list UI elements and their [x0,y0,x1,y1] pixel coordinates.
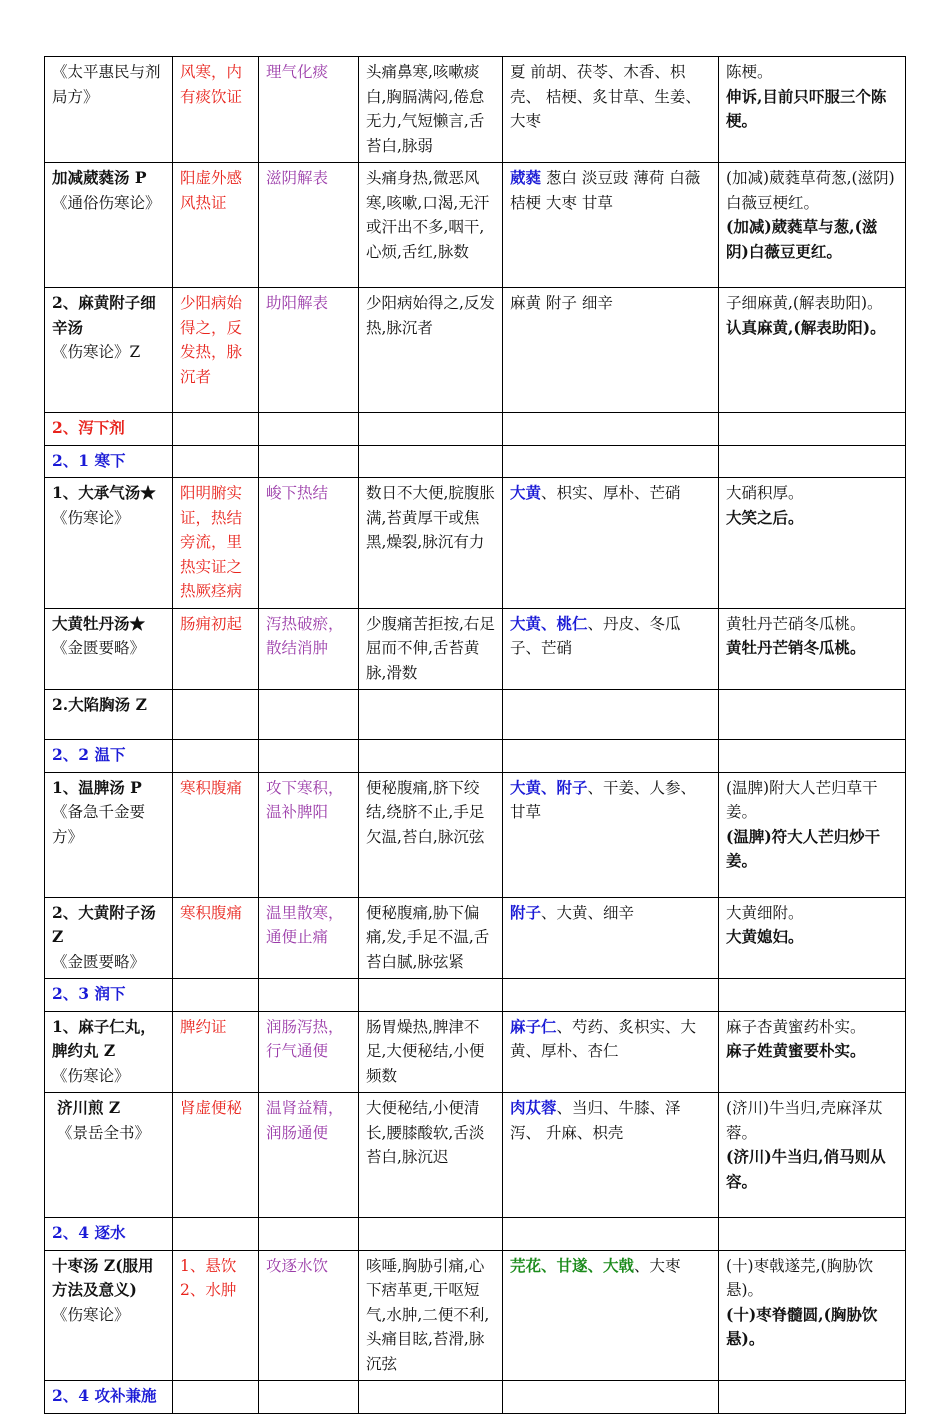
indication-text: 肾虚便秘 [180,1099,243,1117]
mnemonic-cell [719,1093,906,1218]
effect-cell: 攻逐水饮 [259,1250,359,1381]
herbs-cell [503,772,719,897]
indication-cell [173,288,259,413]
mnemonic-cell [719,163,906,288]
mnemonic: (济川)牛当归,壳麻泽苁蓉。 [726,1099,883,1142]
herbs-cell [503,163,719,288]
formula-name-cell [45,57,173,163]
indication-text: 肠痈初起 [180,614,243,633]
formula-name-cell [45,690,173,740]
effect-cell: 助阳解表 [259,288,359,413]
indication-cell [173,1093,259,1218]
empty-cell [503,979,719,1012]
indication-cell [173,897,259,979]
indication-cell [173,690,259,740]
empty-cell [173,1381,259,1414]
indication-text: 寒积腹痛 [180,778,243,797]
empty-cell [719,1218,906,1251]
indication-text: 脾约证 [180,1017,227,1036]
formula-source: 《伤寒论》 [52,508,130,527]
herb-text: 肉苁蓉 [510,1098,557,1117]
empty-cell [173,740,259,773]
section-row [45,979,906,1012]
herb-text: 大黄、桃仁 [510,613,588,633]
table-row [45,1011,906,1093]
empty-cell [173,979,259,1012]
effect-cell: 攻下寒积，温补脾阳 [259,772,359,897]
mnemonic-cell [719,690,906,740]
mnemonic: (加减)葳蕤草荷葱,(滋阴)白薇豆梗红。 [726,169,895,212]
formula-name-cell [45,478,173,609]
empty-cell [719,740,906,773]
herbs-cell [503,1011,719,1093]
herbs-cell [503,690,719,740]
indication-cell [173,1011,259,1093]
formula-name-cell [45,1011,173,1093]
herbs-cell [503,897,719,979]
formula-table [44,56,906,1414]
empty-cell [503,1381,719,1414]
empty-cell [359,1218,503,1251]
indication-text: 阳虚外感风热证 [180,169,243,212]
table-row [45,608,906,690]
formula-source: 《伤寒论》 [52,1305,130,1324]
table-row [45,1250,906,1381]
effect-cell: 理气化痰 [259,57,359,163]
formula-name-cell [45,1250,173,1381]
empty-cell [359,413,503,446]
mnemonic-cell [719,772,906,897]
table-row [45,772,906,897]
mnemonic-cell [719,57,906,163]
mnemonic-cell [719,1250,906,1381]
section-row [45,1381,906,1414]
symptoms-cell: 大便秘结,小便清长,腰膝酸软,舌淡苔白,脉沉迟 [359,1093,503,1218]
symptoms-cell: 头痛身热,微恶风寒,咳嗽,口渴,无汗或汗出不多,咽干,心烦,舌红,脉数 [359,163,503,288]
empty-cell [173,1218,259,1251]
section-label: 2、4 攻补兼施 [45,1381,173,1414]
mnemonic-alt: 黄牡丹芒销冬瓜桃。 [726,638,866,657]
formula-name: 加减葳蕤汤 P [52,168,147,187]
symptoms-cell: 少腹痛苦拒按,右足屈而不伸,舌苔黄脉,滑数 [359,608,503,690]
symptoms-cell: 数日不大便,脘腹胀满,苔黄厚干或焦黑,燥裂,脉沉有力 [359,478,503,609]
herb-text: 、当归、牛膝、泽泻、 升麻、枳壳 [510,1099,681,1142]
indication-cell [173,57,259,163]
effect-cell: 峻下热结 [259,478,359,609]
empty-cell [719,979,906,1012]
mnemonic-cell [719,1011,906,1093]
indication-text: 2、水肿 [180,1281,237,1299]
mnemonic: (温脾)附大人芒归草干姜。 [726,778,878,821]
herbs-cell [503,478,719,609]
empty-cell [719,445,906,478]
table-row [45,163,906,288]
herb-text: 大黄、附子 [510,777,588,797]
effect-cell: 滋阴解表 [259,163,359,288]
formula-name: 济川煎 Z [57,1098,121,1117]
table-row [45,1093,906,1218]
section-label: 2、3 润下 [45,979,173,1012]
mnemonic-cell [719,608,906,690]
indication-cell [173,478,259,609]
empty-cell [359,1381,503,1414]
section-label: 2、2 温下 [45,740,173,773]
section-row [45,445,906,478]
herb-text: 、丹皮、冬瓜子、芒硝 [510,614,681,657]
mnemonic-cell [719,288,906,413]
indication-text: 少阳病始得之，反发热，脉沉者 [180,294,243,386]
symptoms-cell: 肠胃燥热,脾津不足,大便秘结,小便频数 [359,1011,503,1093]
section-row [45,740,906,773]
mnemonic: 子细麻黄,(解表助阳)。 [726,294,883,312]
formula-name: 2.大陷胸汤 Z [52,695,147,714]
formula-source: 《伤寒论》 [52,1066,130,1085]
symptoms-cell [359,690,503,740]
herb-text: 、芍药、炙枳实、大黄、厚朴、杏仁 [510,1017,697,1060]
indication-text: 风寒，内有痰饮证 [180,63,243,106]
herb-text: 大黄 [510,483,542,502]
indication-cell [173,1250,259,1381]
herb-text: 、干姜、人参、甘草 [510,778,697,821]
formula-name: 2、大黄附子汤 Z [52,902,156,946]
formula-source: 《金匮要略》 [52,639,146,657]
mnemonic-cell [719,478,906,609]
symptoms-cell: 便秘腹痛,脐下绞结,绕脐不止,手足欠温,苔白,脉沉弦 [359,772,503,897]
formula-name: 1、温脾汤 P [52,777,142,797]
formula-name: 1、大承气汤★ [52,483,156,502]
mnemonic-alt: 认真麻黄,(解表助阳)。 [726,317,886,337]
formula-source: 《伤寒论》Z [52,343,141,361]
herbs-cell [503,608,719,690]
herbs-cell [503,288,719,413]
empty-cell [359,445,503,478]
mnemonic: (十)枣戟遂芫,(胸胁饮悬)。 [726,1256,874,1299]
mnemonic: 黄牡丹芒硝冬瓜桃。 [726,614,866,633]
empty-cell [359,979,503,1012]
empty-cell [259,413,359,446]
formula-name-cell [45,608,173,690]
effect-cell: 泻热破瘀，散结消肿 [259,608,359,690]
empty-cell [259,445,359,478]
empty-cell [173,445,259,478]
herb-text: 附子 [510,902,542,922]
formula-name-cell [45,897,173,979]
formula-source: 《景岳全书》 [57,1123,151,1142]
empty-cell [173,413,259,446]
herbs-cell [503,1093,719,1218]
formula-source: 《备急千金要方》 [52,803,146,846]
formula-source: 《太平惠民与剂局方》 [52,63,161,106]
table-row [45,478,906,609]
indication-cell [173,772,259,897]
herb-text: 葱白 淡豆豉 薄荷 白薇 桔梗 大枣 甘草 [510,169,701,212]
symptoms-cell: 便秘腹痛,胁下偏痛,发,手足不温,舌苔白腻,脉弦紧 [359,897,503,979]
empty-cell [719,1381,906,1414]
indication-text: 寒积腹痛 [180,903,243,922]
herb-text: 麻子仁 [510,1016,557,1036]
effect-cell: 温里散寒，通便止痛 [259,897,359,979]
empty-cell [503,1218,719,1251]
empty-cell [503,740,719,773]
empty-cell [259,1218,359,1251]
mnemonic-alt: (济川)牛当归,俏马则从容。 [726,1147,886,1191]
section-label: 2、1 寒下 [45,445,173,478]
indication-cell [173,163,259,288]
mnemonic: 麻子杏黄蜜药朴实。 [726,1017,866,1036]
table-row [45,288,906,413]
formula-name: 1、麻子仁丸，脾约丸 Z [52,1016,156,1060]
empty-cell [719,413,906,446]
symptoms-cell: 少阳病始得之,反发热,脉沉者 [359,288,503,413]
empty-cell [503,445,719,478]
herb-text: 夏 前胡、茯苓、木香、枳壳、 桔梗、炙甘草、生姜、大枣 [510,63,701,130]
herbs-cell [503,1250,719,1381]
mnemonic-cell [719,897,906,979]
mnemonic: 陈梗。 [726,63,773,81]
formula-source: 《金匮要略》 [52,952,146,971]
mnemonic: 大黄细附。 [726,903,804,922]
mnemonic-alt: (加减)葳蕤草与葱,(滋阴)白薇豆更红。 [726,217,878,261]
mnemonic-alt: 大笑之后。 [726,507,804,527]
formula-name: 2、麻黄附子细辛汤 [52,293,156,337]
section-label: 2、泻下剂 [45,413,173,446]
herb-text: 、大枣 [634,1256,681,1275]
empty-cell [259,979,359,1012]
mnemonic-alt: (温脾)符大人芒归炒干姜。 [726,826,881,870]
herb-text: 芫花、甘遂、大戟 [510,1255,635,1275]
effect-cell: 润肠泻热，行气通便 [259,1011,359,1093]
herb-text: 麻黄 附子 细辛 [510,294,613,312]
empty-cell [359,740,503,773]
formula-name: 大黄牡丹汤★ [52,613,146,633]
symptoms-cell: 头痛鼻寒,咳嗽痰白,胸膈满闷,倦怠无力,气短懒言,舌苔白,脉弱 [359,57,503,163]
indication-text: 1、悬饮 [180,1256,237,1275]
herb-text: 葳蕤 [510,168,542,187]
effect-cell: 温肾益精，润肠通便 [259,1093,359,1218]
mnemonic: 大硝积厚。 [726,484,804,502]
formula-name-cell [45,288,173,413]
mnemonic-alt: 麻子姓黄蜜要朴实。 [726,1041,866,1060]
symptoms-cell: 咳唾,胸胁引痛,心下痞革更,干呕短气,水肿,二便不利,头痛目眩,苔滑,脉沉弦 [359,1250,503,1381]
empty-cell [259,740,359,773]
section-label: 2、4 逐水 [45,1218,173,1251]
indication-cell [173,608,259,690]
table-row [45,897,906,979]
effect-cell [259,690,359,740]
mnemonic-alt: (十)枣脊髓圆,(胸胁饮悬)。 [726,1304,878,1348]
mnemonic-alt: 大黄媳妇。 [726,927,804,946]
formula-source: 《通俗伤寒论》 [52,193,161,212]
herb-text: 、枳实、厚朴、芒硝 [541,484,681,502]
herb-text: 、大黄、细辛 [541,903,635,922]
formula-name: 十枣汤 Z(服用方法及意义) [52,1255,154,1299]
section-row [45,1218,906,1251]
herbs-cell [503,57,719,163]
table-row [45,690,906,740]
empty-cell [259,1381,359,1414]
formula-name-cell [45,1093,173,1218]
indication-text: 阳明腑实证，热结旁流，里热实证之热厥痉病 [180,484,243,600]
mnemonic-alt: 伸诉,目前只吓服三个陈梗。 [726,86,887,130]
formula-name-cell [45,163,173,288]
formula-name-cell [45,772,173,897]
section-row [45,413,906,446]
table-row [45,57,906,163]
empty-cell [503,413,719,446]
